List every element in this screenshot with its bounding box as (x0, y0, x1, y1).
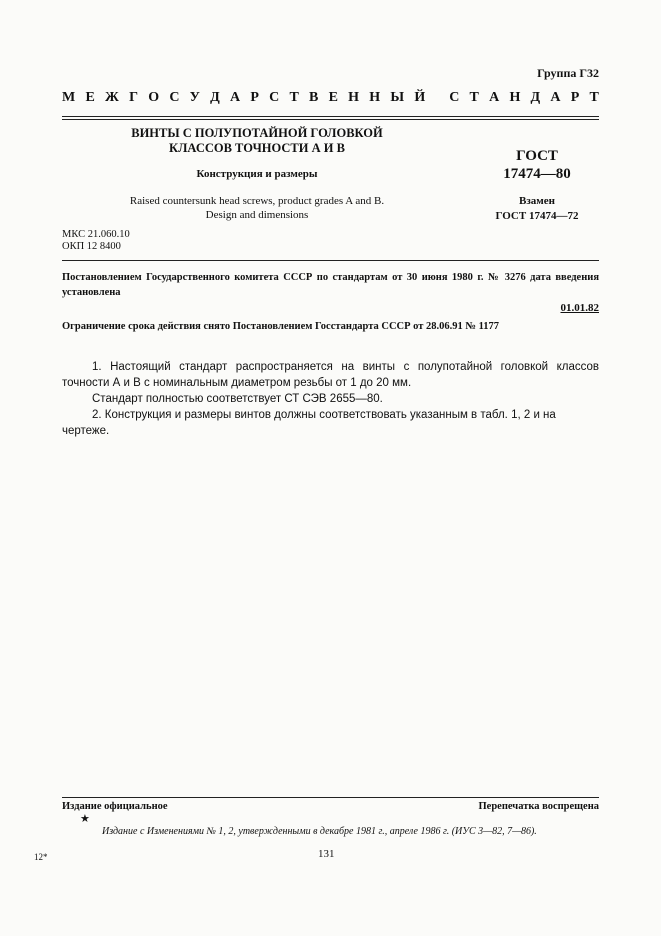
paragraph-1: 1. Настоящий стандарт распространяется на винты с полупотайной головкой классов точности А и В с номинальным диаметром резьбы от 1 до 20 мм. (62, 361, 599, 389)
effective-date: 01.01.82 (560, 302, 599, 314)
banner-letter: А (489, 90, 500, 105)
official-edition-label: Издание официальное (62, 801, 168, 812)
title-line-1: ВИНТЫ С ПОЛУПОТАЙНОЙ ГОЛОВКОЙ (131, 126, 383, 140)
header-rule-thin (62, 119, 599, 120)
banner-letter: Т (469, 90, 479, 105)
replaces-block (470, 194, 604, 224)
banner-letter: О (148, 90, 160, 105)
document-subtitle: Конструкция и размеры (196, 168, 318, 180)
header-rule-thick (62, 116, 599, 117)
gost-number: 17474—80 (503, 166, 571, 182)
title-block-rule (62, 260, 599, 261)
amendments-note: Издание с Изменениями № 1, 2, утвержденными в декабре 1981 г., апреле 1986 г. (ИУС 3—82, 7—86). (102, 826, 537, 837)
gost-label: ГОСТ (516, 148, 558, 164)
banner-letter: В (309, 90, 319, 105)
english-title (100, 194, 414, 222)
document-title (112, 126, 402, 156)
mks-code: МКС 21.060.10 (62, 229, 130, 240)
interstate-standard-banner (62, 90, 599, 106)
decree-text: Постановлением Государственного комитета СССР по стандартам от 30 июня 1980 г. № 3276 дата введения установлена (62, 272, 599, 298)
replaces-label: Взамен (519, 195, 555, 207)
banner-letter (435, 90, 439, 106)
banner-letter: Ы (390, 90, 405, 105)
footer-rule (62, 797, 599, 798)
replaces-value: ГОСТ 17474—72 (495, 210, 579, 222)
sheet-mark: 12* (34, 852, 48, 862)
page-number: 131 (318, 848, 335, 860)
reprint-prohibited-label: Перепечатка воспрещена (478, 801, 599, 812)
limit-removed-text: Ограничение срока действия снято Постановлением Госстандарта СССР от 28.06.91 № 1177 (62, 321, 500, 332)
okp-code: ОКП 12 8400 (62, 241, 121, 252)
banner-letter: Н (348, 90, 360, 105)
group-code: Группа Г32 (537, 66, 599, 80)
banner-letter: Т (289, 90, 299, 105)
banner-letter: Н (509, 90, 521, 105)
gost-designation (470, 147, 604, 183)
banner-letter: Д (530, 90, 541, 105)
banner-letter: А (550, 90, 561, 105)
body-text (62, 359, 599, 439)
paragraph-compliance: Стандарт полностью соответствует СТ СЭВ 2655—80. (92, 393, 383, 405)
banner-letter: М (62, 90, 76, 105)
banner-letter: Е (328, 90, 338, 105)
banner-letter: С (169, 90, 180, 105)
banner-letter: Н (369, 90, 381, 105)
classification-codes (62, 229, 130, 253)
banner-letter: Г (129, 90, 138, 105)
banner-letter: А (230, 90, 241, 105)
banner-letter: Т (589, 90, 599, 105)
banner-letter: Р (250, 90, 259, 105)
english-title-line-2: Design and dimensions (205, 209, 309, 221)
paragraph-2: 2. Конструкция и размеры винтов должны соответствовать указанным в табл. 1, 2 и на чертеже. (62, 409, 556, 437)
banner-letter: Й (414, 90, 426, 105)
banner-letter: Ж (105, 90, 119, 105)
banner-letter: С (269, 90, 280, 105)
star-icon: ★ (80, 813, 90, 825)
banner-letter: С (449, 90, 460, 105)
banner-letter: Д (210, 90, 220, 105)
banner-letter: Р (570, 90, 580, 105)
title-line-2: КЛАССОВ ТОЧНОСТИ А И В (169, 141, 345, 155)
english-title-line-1: Raised countersunk head screws, product grades A and B. (129, 195, 385, 207)
banner-letter: Е (85, 90, 95, 105)
banner-letter: У (189, 90, 200, 105)
